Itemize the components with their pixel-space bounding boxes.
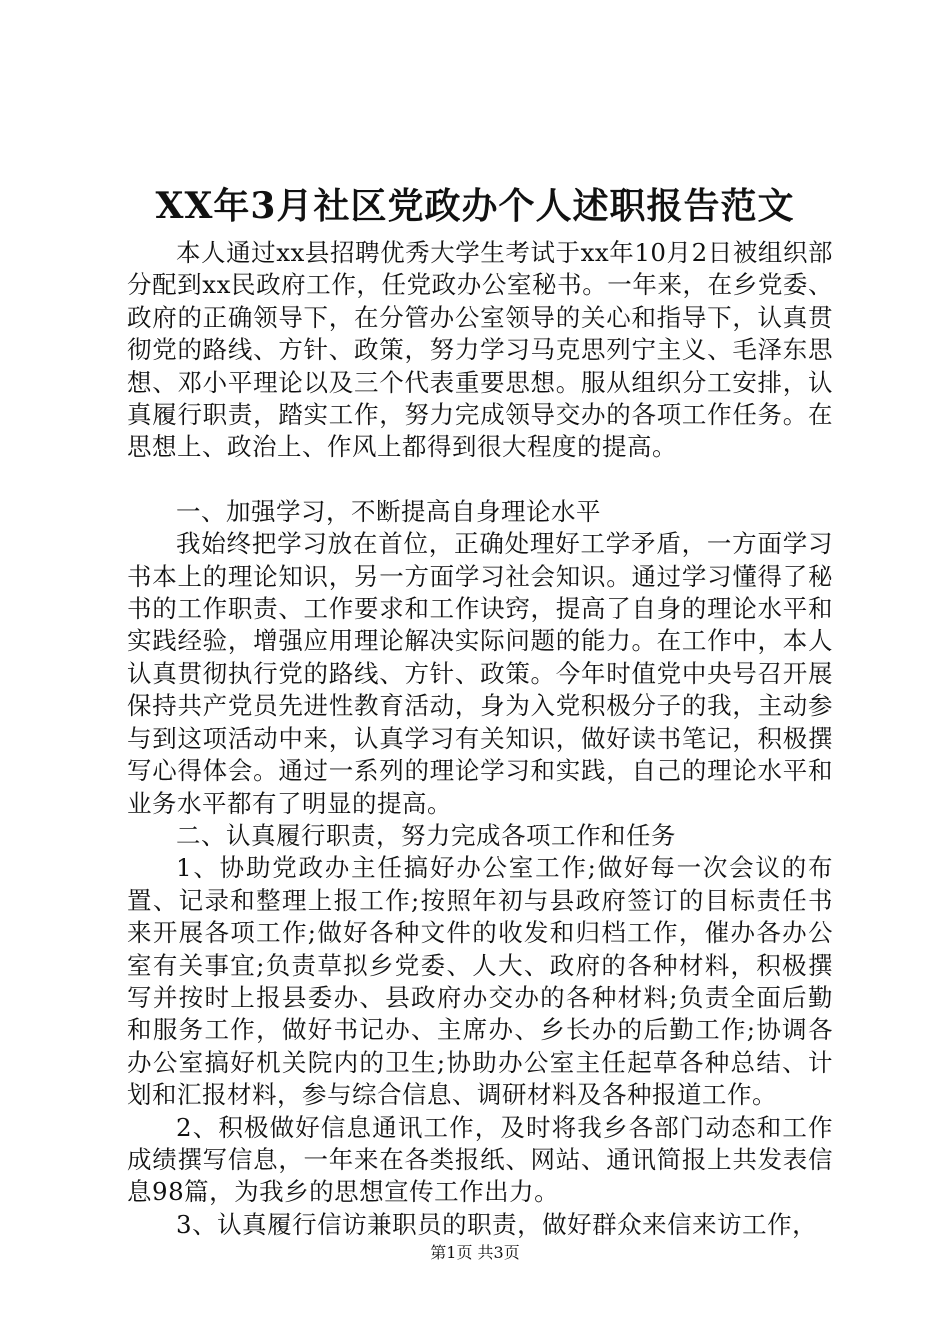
section-heading-2: 二、认真履行职责，努力完成各项工作和任务: [176, 820, 676, 850]
paragraph-intro: 本人通过xx县招聘优秀大学生考试于xx年10月2日被组织部分配到xx民政府工作，任党政办公室秘书。一年来，在乡党委、政府的正确领导下，在分管办公室领导的关心和指导下，认真贯彻党的路线、方针、政策，努力学习马克思列宁主义、毛泽东思想、邓小平理论以及三个代表重要思想。服从组织分工安排，认真履行职责，踏实工作，努力完成领导交办的各项工作任务。在思想上、政治上、作风上都得到很大程度的提高。: [127, 238, 833, 462]
paragraph-item-2: 2、积极做好信息通讯工作，及时将我乡各部门动态和工作成绩撰写信息，一年来在各类报纸、网站、通讯简报上共发表信息98篇，为我乡的思想宣传工作出力。: [127, 1112, 833, 1207]
document-body: [127, 237, 833, 1241]
section-heading-1: 一、加强学习，不断提高自身理论水平: [176, 496, 601, 526]
paragraph-item-1: 1、协助党政办主任搞好办公室工作;做好每一次会议的布置、记录和整理上报工作;按照年初与县政府签订的目标责任书来开展各项工作;做好各种文件的收发和归档工作，催办各办公室有关事宜;负责草拟乡党委、人大、政府的各种材料，积极撰写并按时上报县委办、县政府办交办的各种材料;负责全面后勤和服务工作，做好书记办、主席办、乡长办的后勤工作;协调各办公室搞好机关院内的卫生;协助办公室主任起草各种总结、计划和汇报材料，参与综合信息、调研材料及各种报道工作。: [127, 853, 833, 1110]
paragraph-study: 我始终把学习放在首位，正确处理好工学矛盾，一方面学习书本上的理论知识，另一方面学习社会知识。通过学习懂得了秘书的工作职责、工作要求和工作诀窍，提高了自身的理论水平和实践经验，增强应用理论解决实际问题的能力。在工作中，本人认真贯彻执行党的路线、方针、政策。今年时值党中央号召开展保持共产党员先进性教育活动，身为入党积极分子的我，主动参与到这项活动中来，认真学习有关知识，做好读书笔记，积极撰写心得体会。通过一系列的理论学习和实践，自己的理论水平和业务水平都有了明显的提高。: [127, 529, 833, 818]
document-title: XX年3月社区党政办个人述职报告范文: [155, 185, 795, 227]
page-footer: 第1页 共3页: [430, 1243, 520, 1262]
paragraph-item-3: 3、认真履行信访兼职员的职责，做好群众来信来访工作，: [176, 1209, 818, 1239]
